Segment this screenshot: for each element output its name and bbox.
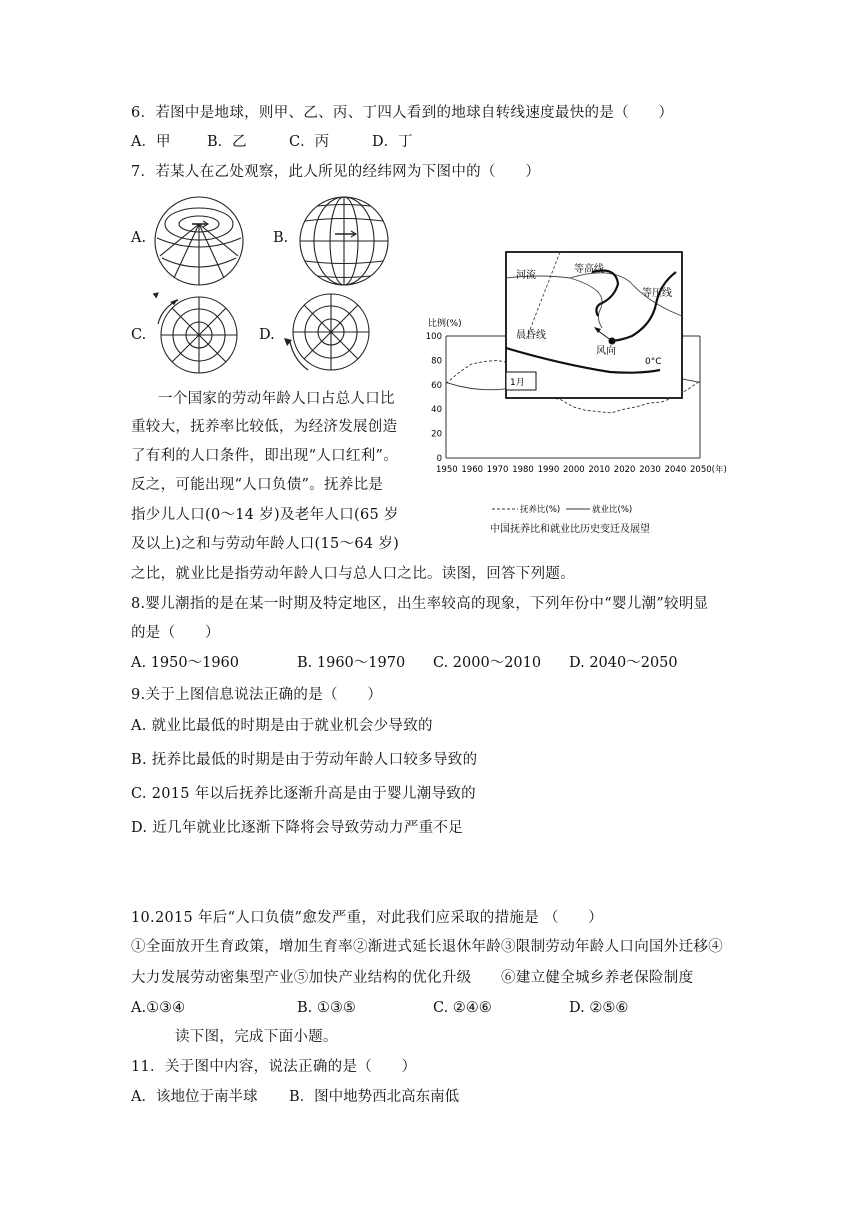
intro-line-5: 指少儿人口(0～14 岁)及老年人口(65 岁 [131, 507, 399, 523]
wind-label: 风向 [596, 346, 616, 357]
x-tick-label: 2040 [664, 465, 687, 475]
y-axis-label: 比例(%) [428, 319, 462, 329]
q8-stem-1: 8.婴儿潮指的是在某一时期及特定地区，出生率较高的现象，下列年份中“婴儿潮”较明显 [131, 596, 709, 612]
q9-option-a: A. 就业比最低的时期是由于就业机会少导致的 [131, 718, 433, 734]
y-tick-label: 100 [425, 332, 442, 342]
q10-option-a: A.①③④ [131, 1000, 186, 1016]
globe-a-figure [152, 194, 246, 288]
y-tick-label: 0 [436, 454, 442, 464]
q6-stem: 6．若图中是地球，则甲、乙、丙、丁四人看到的地球自转线速度最快的是（ ） [131, 105, 674, 121]
x-tick-labels [436, 464, 727, 475]
x-tick-label: 2030 [639, 465, 661, 475]
q6-option-b: B．乙 [207, 134, 247, 150]
y-tick-label: 60 [431, 380, 442, 391]
intro-line-6: 及以上)之和与劳动年龄人口(15～64 岁) [131, 536, 400, 552]
x-tick-label: 2050(年) [690, 465, 727, 475]
q8-option-d: D. 2040～2050 [569, 655, 678, 671]
read-instruction: 读下图，完成下面小题。 [175, 1029, 338, 1045]
x-tick-label: 2010 [588, 465, 611, 475]
contour-label: 等高线 [574, 264, 604, 275]
q7-stem: 7．若某人在乙处观察，此人所见的经纬网为下图中的（ ） [131, 164, 541, 180]
q10-option-c: C. ②④⑥ [433, 1000, 492, 1016]
q6-option-d: D．丁 [372, 134, 413, 150]
q7-option-c-label: C. [131, 327, 147, 343]
q11-stem: 11．关于图中内容，说法正确的是（ ） [131, 1059, 417, 1075]
y-tick-label: 40 [431, 405, 442, 416]
chart-legend [492, 504, 632, 515]
q11-option-b: B．图中地势西北高东南低 [289, 1089, 460, 1105]
month-label: 1月 [510, 378, 525, 388]
x-tick-label: 2000 [563, 465, 585, 475]
intro-line-2: 重较大，抚养率比较低，为经济发展创造 [131, 419, 398, 435]
q7-option-b-label: B. [273, 230, 289, 246]
q10-option-b: B. ①③⑤ [297, 1000, 356, 1016]
isotherm-label: 0°C [645, 357, 662, 367]
q7-option-d-label: D. [259, 327, 275, 343]
legend-dependency: 抚养比(%) [520, 505, 561, 515]
q9-option-d: D. 近几年就业比逐渐下降将会导致劳动力严重不足 [131, 820, 464, 836]
q9-option-b: B. 抚养比最低的时期是由于劳动年龄人口较多导致的 [131, 752, 478, 768]
intro-line-1: 一个国家的劳动年龄人口占总人口比 [158, 391, 395, 407]
intro-line-7: 之比，就业比是指劳动年龄人口与总人口之比。读图，回答下列题。 [131, 566, 575, 582]
q11-option-a: A．该地位于南半球 [131, 1089, 258, 1105]
q9-stem: 9.关于上图信息说法正确的是（ ） [131, 687, 383, 703]
q8-option-c: C. 2000～2010 [433, 655, 542, 671]
x-tick-label: 1980 [512, 465, 534, 475]
q10-stem: 10.2015 年后“人口负债”愈发严重，对此我们应采取的措施是 （ ） [131, 910, 604, 926]
q10-measures-line-1: ①全面放开生育政策，增加生育率②渐进式延长退休年龄③限制劳动年龄人口向国外迁移④ [131, 939, 723, 955]
x-tick-label: 1970 [486, 465, 509, 475]
y-tick-label: 80 [431, 356, 442, 367]
intro-line-3: 了有利的人口条件，即出现“人口红利”。 [131, 448, 399, 464]
x-tick-label: 1960 [461, 465, 484, 475]
chart-caption: 中国抚养比和就业比历史变迁及展望 [490, 524, 650, 535]
isobar-label: 等压线 [642, 288, 672, 299]
q8-option-a: A. 1950～1960 [131, 655, 239, 671]
globe-b-figure [297, 194, 391, 288]
terminator-label: 晨昏线 [516, 330, 546, 341]
q10-measures-line-2: 大力发展劳动密集型产业⑤加快产业结构的优化升级 ⑥建立健全城乡养老保险制度 [131, 970, 694, 986]
q10-option-d: D. ②⑤⑥ [569, 1000, 629, 1016]
q8-stem-2: 的是（ ） [131, 625, 220, 641]
x-tick-label: 1990 [537, 465, 560, 475]
intro-line-4: 反之，可能出现“人口负债”。抚养比是 [131, 477, 384, 493]
dependency-ratio-chart [420, 244, 727, 539]
q8-option-b: B. 1960～1970 [297, 655, 406, 671]
map-inset [506, 252, 682, 398]
q9-option-c: C. 2015 年以后抚养比逐渐升高是由于婴儿潮导致的 [131, 786, 476, 802]
legend-employment: 就业比(%) [592, 505, 633, 515]
y-tick-labels [426, 332, 442, 464]
x-tick-label: 1950 [436, 465, 458, 475]
q7-option-a-label: A. [131, 230, 147, 246]
q6-option-c: C．丙 [289, 134, 330, 150]
q6-option-a: A．甲 [131, 134, 171, 150]
x-tick-label: 2020 [613, 465, 636, 475]
polar-c-figure [148, 290, 248, 376]
river-label: 河流 [516, 270, 536, 281]
polar-d-figure [280, 290, 380, 376]
y-tick-label: 20 [431, 429, 442, 440]
